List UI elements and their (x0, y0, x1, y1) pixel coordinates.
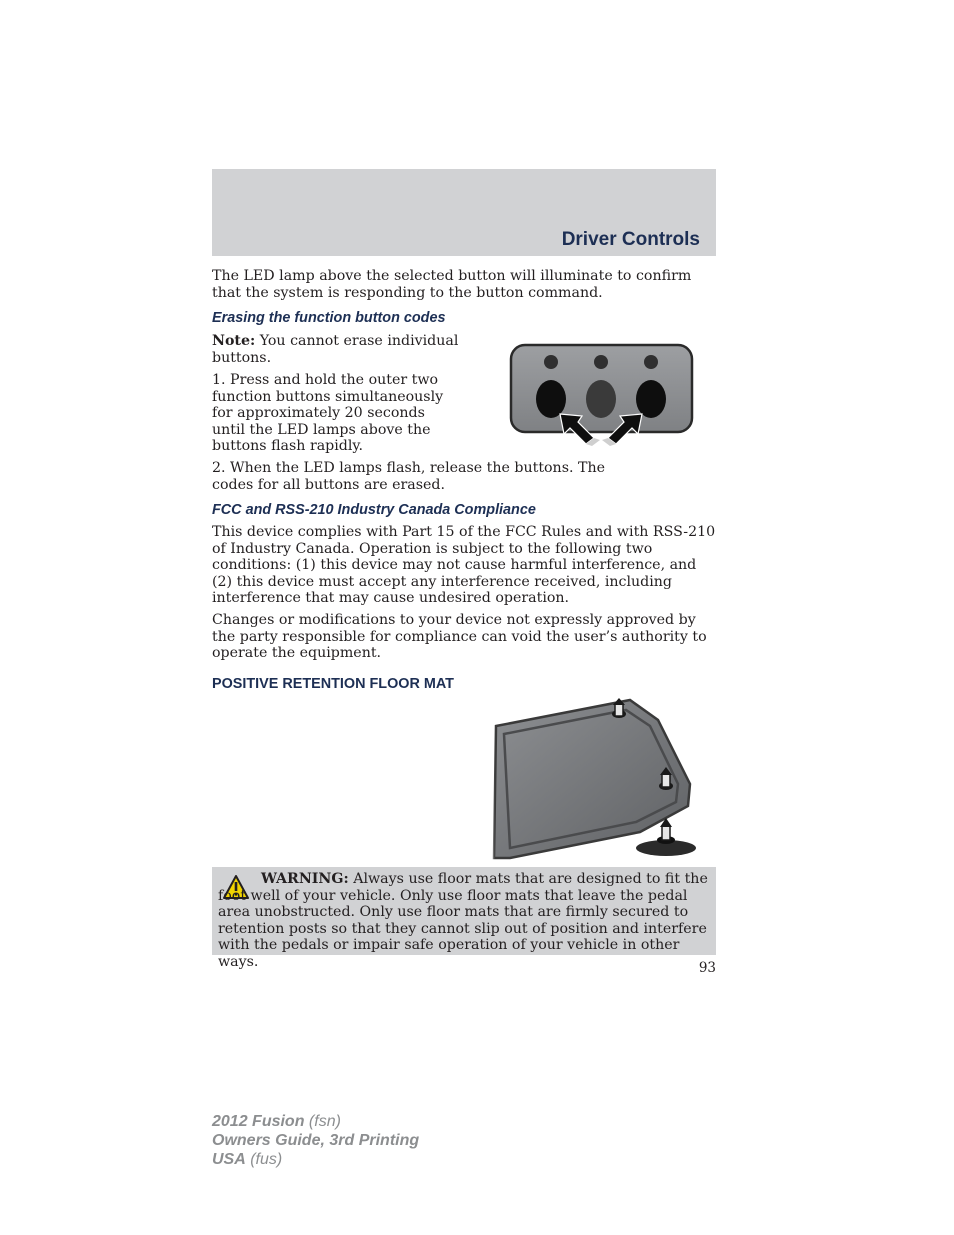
footer (212, 1112, 419, 1169)
footer-market: USA (212, 1151, 246, 1168)
footer-model-code: (fsn) (304, 1113, 341, 1130)
note-text: You cannot erase individual buttons. (212, 333, 459, 366)
floor-mat-heading: POSITIVE RETENTION FLOOR MAT (212, 676, 454, 692)
fcc-paragraph-2: Changes or modifications to your device not expressly approved by the party responsible for compliance can void the user’s authority to operate the equipment. (212, 612, 707, 661)
homelink-buttons-illustration (508, 342, 696, 446)
erase-heading: Erasing the function button codes (212, 310, 446, 326)
footer-line-2 (212, 1131, 419, 1150)
footer-guide: Owners Guide, 3rd Printing (212, 1132, 420, 1149)
step-2-text: 2. When the LED lamps flash, release the buttons. The codes for all buttons are erased. (212, 460, 605, 493)
led-lamp-left (544, 355, 558, 369)
step-2 (212, 460, 617, 493)
function-button-right (636, 380, 666, 418)
footer-line-3 (212, 1150, 419, 1169)
intro-paragraph: The LED lamp above the selected button will illuminate to confirm that the system is responding to the button command. (212, 268, 692, 301)
led-lamp-right (644, 355, 658, 369)
function-button-left (536, 380, 566, 418)
warning-body: Always use floor mats that are designed to fit the foot well of your vehicle. Only use floor mats that leave the pedal area unobstructed. Only use floor mats that are firmly secured to retention posts so that they cannot slip out of position and interfere with the pedals or impair safe operation of your vehicle in other ways. (218, 871, 708, 970)
fcc-heading: FCC and RSS-210 Industry Canada Compliance (212, 502, 536, 518)
note-paragraph (212, 333, 462, 366)
note-label: Note: (212, 333, 256, 349)
footer-model: 2012 Fusion (212, 1113, 305, 1130)
floor-mat-illustration (490, 698, 702, 860)
warning-text (218, 871, 714, 970)
fcc-paragraph-1: This device complies with Part 15 of the FCC Rules and with RSS-210 of Industry Canada. Operation is subject to the following two conditions: (1) this device may not cause harmful interference, and (2) this device must accept any interference received, including interference that may cause undesired operation. (212, 524, 716, 606)
step-1: 1. Press and hold the outer two function buttons simultaneously for approximately 20 seconds until the LED lamps above the buttons flash rapidly. (212, 372, 444, 454)
footer-market-code: (fus) (245, 1151, 283, 1168)
warning-label: WARNING: (261, 871, 349, 887)
header-band (212, 169, 716, 256)
function-button-center (586, 380, 616, 418)
led-lamp-center (594, 355, 608, 369)
footer-line-1 (212, 1112, 419, 1131)
page-number: 93 (698, 960, 716, 976)
page-title: Driver Controls (561, 229, 700, 250)
